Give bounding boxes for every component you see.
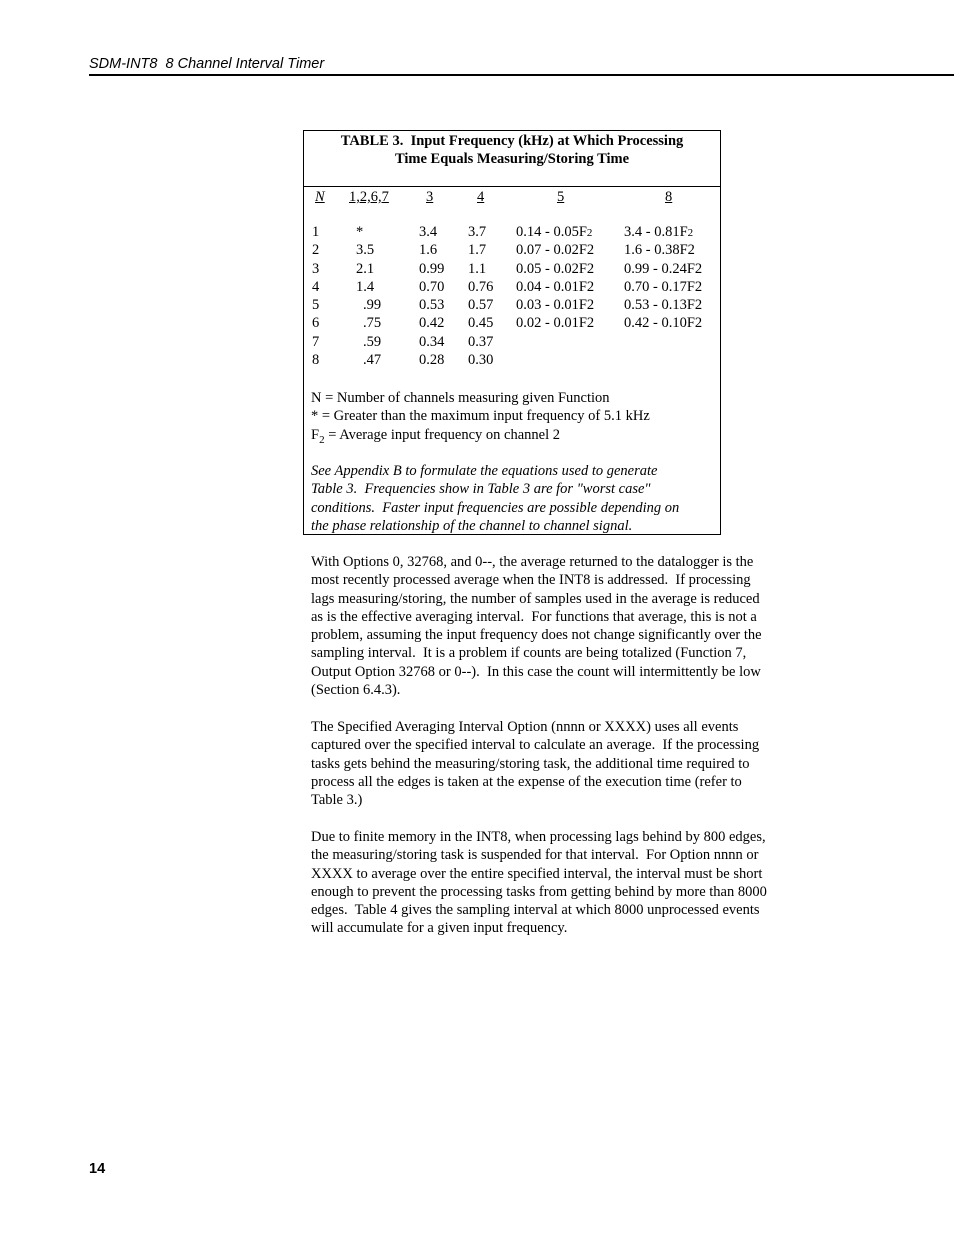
paragraph-line: the measuring/storing task is suspended for that interval. For Option nnnn or bbox=[311, 847, 759, 864]
cell-8: 0.53 - 0.13F2 bbox=[624, 297, 703, 314]
cell-4: 0.45 bbox=[468, 315, 494, 332]
paragraph-line: XXXX to average over the entire specified interval, the interval must be short bbox=[311, 865, 763, 882]
paragraph-line: captured over the specified interval to calculate an average. If the processing bbox=[311, 737, 760, 754]
cell-5 bbox=[516, 223, 592, 242]
cell-3: 3.4 bbox=[419, 224, 438, 240]
paragraph-line: will accumulate for a given input frequency. bbox=[311, 920, 568, 937]
paragraph-line: The Specified Averaging Interval Option (nnnn or XXXX) uses all events bbox=[311, 719, 739, 735]
table-3 bbox=[303, 130, 721, 535]
column-header-8: 8 bbox=[665, 189, 673, 205]
paragraph-line: enough to prevent the processing tasks from getting behind by more than 8000 bbox=[311, 883, 767, 900]
cell-n: 5 bbox=[312, 297, 320, 314]
cell-1267: .47 bbox=[363, 352, 382, 369]
cell-n: 8 bbox=[312, 352, 320, 369]
cell-1267: .99 bbox=[363, 297, 382, 314]
cell-5: 0.03 - 0.01F2 bbox=[516, 297, 595, 314]
note-f2-rest: = Average input frequency on channel 2 bbox=[324, 426, 560, 443]
paragraph-line: Due to finite memory in the INT8, when processing lags behind by 800 edges, bbox=[311, 829, 766, 845]
note-f2-definition bbox=[311, 426, 716, 445]
cell-3: 0.53 bbox=[419, 297, 445, 314]
table-row bbox=[304, 314, 720, 332]
cell-4: 0.37 bbox=[468, 333, 494, 350]
column-header-1267: 1,2,6,7 bbox=[349, 189, 389, 205]
cell-4: 1.1 bbox=[468, 260, 487, 277]
cell-4: 0.57 bbox=[468, 297, 494, 314]
cell-8-subscript: 2 bbox=[687, 227, 694, 239]
cell-5-base: 0.14 - 0.05F bbox=[516, 224, 587, 240]
cell-4: 3.7 bbox=[468, 224, 487, 240]
column-header-5: 5 bbox=[557, 189, 565, 205]
paragraph-line: most recently processed average when the INT8 is addressed. If processing bbox=[311, 572, 751, 589]
paragraph-line: Table 3.) bbox=[311, 792, 363, 809]
cell-n: 2 bbox=[312, 242, 320, 259]
table-notes bbox=[311, 389, 716, 445]
cell-n: 6 bbox=[312, 315, 320, 332]
paragraph-line: (Section 6.4.3). bbox=[311, 682, 401, 699]
cell-5: 0.07 - 0.02F2 bbox=[516, 242, 595, 259]
note-star-definition: * = Greater than the maximum input frequency of 5.1 kHz bbox=[311, 408, 650, 425]
note-f2-subscript: 2 bbox=[319, 433, 325, 446]
cell-5-subscript: 2 bbox=[586, 227, 593, 239]
cell-5: 0.02 - 0.01F2 bbox=[516, 315, 595, 332]
table-row bbox=[304, 296, 720, 314]
paragraph-line: sampling interval. It is a problem if counts are being totalized (Function 7, bbox=[311, 645, 747, 662]
note-n-definition: N = Number of channels measuring given Function bbox=[311, 390, 610, 406]
cell-n: 1 bbox=[312, 224, 320, 240]
paragraph-line: tasks gets behind the measuring/storing task, the additional time required to bbox=[311, 755, 750, 772]
cell-1267: .75 bbox=[363, 315, 382, 332]
table-rows bbox=[304, 223, 720, 369]
note-f2-base: F bbox=[311, 426, 320, 443]
cell-4: 0.30 bbox=[468, 352, 494, 369]
cell-8 bbox=[624, 223, 693, 242]
paragraph-line: as is the effective averaging interval. For functions that average, this is not a bbox=[311, 608, 757, 625]
italic-note-line: conditions. Faster input frequencies are possible depending on bbox=[311, 499, 680, 516]
italic-note-line: Table 3. Frequencies show in Table 3 are for "worst case" bbox=[311, 481, 651, 498]
cell-3: 0.99 bbox=[419, 260, 445, 277]
paragraph-line: process all the edges is taken at the expense of the execution time (refer to bbox=[311, 773, 742, 790]
column-header-3: 3 bbox=[426, 189, 434, 205]
cell-5: 0.04 - 0.01F2 bbox=[516, 278, 595, 295]
paragraph-finite-memory bbox=[311, 828, 811, 938]
cell-n: 3 bbox=[312, 260, 320, 277]
table-italic-note bbox=[311, 462, 716, 535]
cell-1267: * bbox=[356, 224, 364, 240]
caption-line-2: Time Equals Measuring/Storing Time bbox=[394, 151, 630, 167]
column-header-n: N bbox=[315, 189, 325, 205]
cell-3: 0.70 bbox=[419, 278, 445, 295]
caption-line-1: TABLE 3. Input Frequency (kHz) at Which Processing bbox=[340, 133, 684, 149]
cell-n: 4 bbox=[312, 278, 320, 295]
cell-1267: .59 bbox=[363, 333, 382, 350]
paragraph-averaging-interval bbox=[311, 718, 811, 809]
cell-3: 0.34 bbox=[419, 333, 445, 350]
cell-8: 0.70 - 0.17F2 bbox=[624, 278, 703, 295]
table-row bbox=[304, 223, 720, 241]
table-row bbox=[304, 260, 720, 278]
table-row bbox=[304, 241, 720, 259]
cell-3: 0.28 bbox=[419, 352, 445, 369]
paragraph-line: problem, assuming the input frequency does not change significantly over the bbox=[311, 627, 762, 644]
cell-8-base: 3.4 - 0.81F bbox=[624, 224, 688, 240]
cell-3: 1.6 bbox=[419, 242, 438, 259]
italic-note-line: the phase relationship of the channel to channel signal. bbox=[311, 517, 633, 534]
paragraph-line: With Options 0, 32768, and 0--, the average returned to the datalogger is the bbox=[311, 554, 754, 570]
cell-1267: 1.4 bbox=[356, 278, 375, 295]
cell-8: 0.42 - 0.10F2 bbox=[624, 315, 703, 332]
paragraph-line: lags measuring/storing, the number of samples used in the average is reduced bbox=[311, 590, 760, 607]
table-row bbox=[304, 333, 720, 351]
table-row bbox=[304, 351, 720, 369]
header-title: SDM-INT8 8 Channel Interval Timer bbox=[89, 56, 325, 72]
cell-1267: 3.5 bbox=[356, 242, 375, 259]
column-header-4: 4 bbox=[477, 189, 485, 205]
cell-1267: 2.1 bbox=[356, 260, 375, 277]
table-row bbox=[304, 278, 720, 296]
cell-4: 1.7 bbox=[468, 242, 487, 259]
cell-4: 0.76 bbox=[468, 278, 494, 295]
cell-n: 7 bbox=[312, 333, 320, 350]
cell-8: 0.99 - 0.24F2 bbox=[624, 260, 703, 277]
page-header bbox=[89, 55, 954, 76]
page-number: 14 bbox=[89, 1161, 106, 1177]
cell-3: 0.42 bbox=[419, 315, 445, 332]
cell-5: 0.05 - 0.02F2 bbox=[516, 260, 595, 277]
paragraph-line: Output Option 32768 or 0--). In this case the count will intermittently be low bbox=[311, 663, 761, 680]
cell-8: 1.6 - 0.38F2 bbox=[624, 242, 695, 259]
paragraph-line: edges. Table 4 gives the sampling interval at which 8000 unprocessed events bbox=[311, 902, 760, 919]
italic-note-line: See Appendix B to formulate the equations used to generate bbox=[311, 463, 658, 479]
paragraph-options bbox=[311, 553, 811, 699]
table-caption bbox=[304, 131, 720, 187]
